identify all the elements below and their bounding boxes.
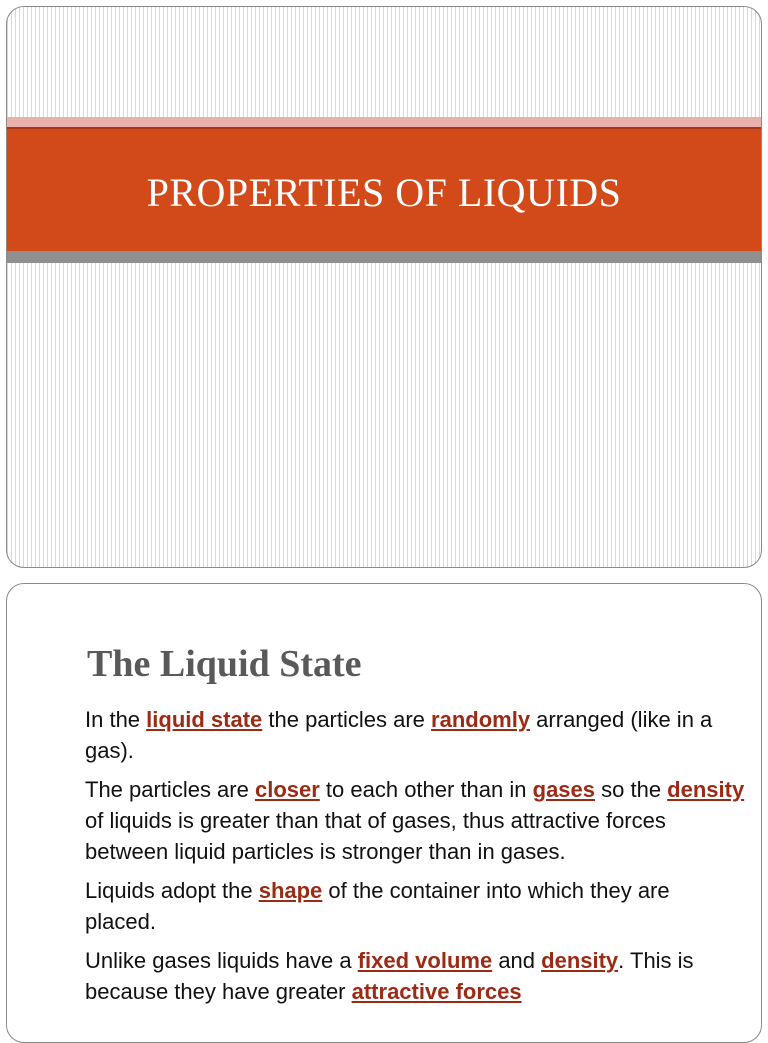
text: Unlike gases liquids have a bbox=[85, 948, 358, 973]
text: and bbox=[492, 948, 542, 973]
keyword-shape: shape bbox=[258, 878, 323, 903]
slide-title: PROPERTIES OF LIQUIDS bbox=[146, 169, 622, 215]
title-band bbox=[7, 127, 761, 251]
keyword-closer: closer bbox=[254, 777, 320, 802]
text: In the bbox=[85, 707, 147, 732]
keyword-density: density bbox=[667, 777, 745, 802]
title-band-bottom-stripe bbox=[7, 251, 761, 263]
text: of the container into which they are placed. bbox=[85, 878, 670, 934]
text: . This is because they have greater bbox=[85, 948, 694, 1004]
keyword-gases: gases bbox=[532, 777, 596, 802]
text: Liquids adopt the bbox=[85, 878, 259, 903]
content-slide bbox=[6, 583, 762, 1043]
keyword-fixed-volume: fixed volume bbox=[357, 948, 493, 973]
text: arranged (like in a gas). bbox=[85, 707, 713, 763]
slide-body bbox=[85, 704, 745, 1015]
title-slide bbox=[6, 6, 762, 568]
text: of liquids is greater than that of gases, thus attractive forces between liquid particles is stronger than in gases. bbox=[85, 808, 666, 864]
keyword-density-2: density bbox=[541, 948, 619, 973]
slide-heading: The Liquid State bbox=[87, 643, 362, 685]
keyword-liquid-state: liquid state bbox=[146, 707, 263, 732]
keyword-attractive-forces: attractive forces bbox=[351, 979, 522, 1004]
title-band-top-stripe bbox=[7, 117, 761, 127]
paragraph-fixed-volume bbox=[85, 945, 745, 1007]
text: so the bbox=[595, 777, 668, 802]
text: The particles are bbox=[85, 777, 255, 802]
keyword-randomly: randomly bbox=[431, 707, 531, 732]
paragraph-liquid-state bbox=[85, 704, 745, 766]
text: the particles are bbox=[262, 707, 432, 732]
text: to each other than in bbox=[319, 777, 533, 802]
paragraph-density bbox=[85, 774, 745, 867]
paragraph-shape bbox=[85, 875, 745, 937]
